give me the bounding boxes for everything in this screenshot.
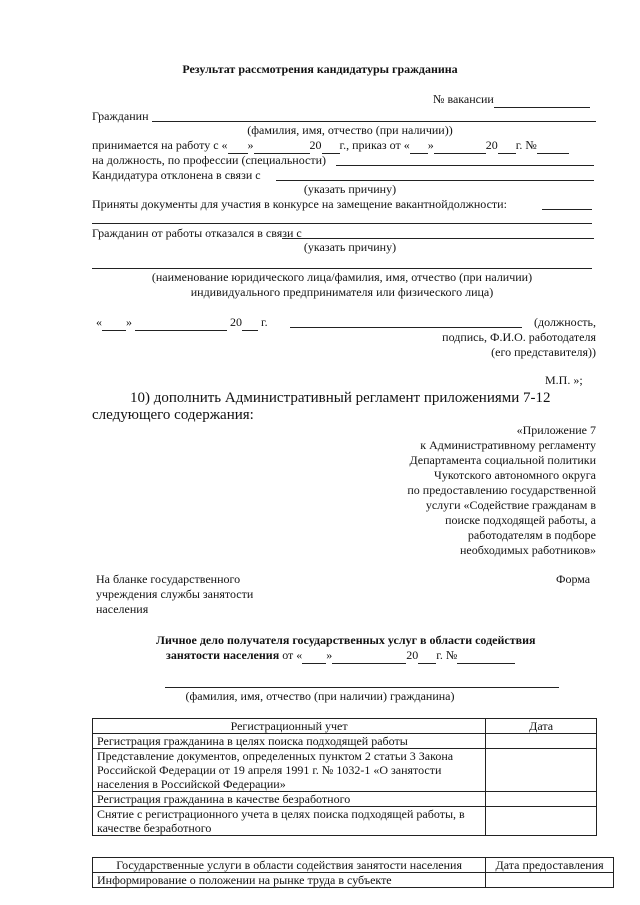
dossier-subtitle bbox=[166, 648, 515, 664]
dossier-title: Личное дело получателя государственных услуг в области содействия bbox=[156, 633, 536, 647]
year-prefix: 20 bbox=[230, 315, 242, 329]
docs-field[interactable] bbox=[542, 209, 592, 210]
table-header: Государственные услуги в области содействия занятости населения bbox=[93, 858, 486, 873]
quote-close: » bbox=[326, 648, 333, 662]
table-cell: Снятие с регистрационного учета в целях поиска подходящей работы, в качестве безработного bbox=[93, 807, 486, 836]
citizen-fio-field[interactable] bbox=[165, 687, 559, 688]
blank-line: На бланке государственного bbox=[96, 572, 241, 586]
sign-role-1: (должность, bbox=[534, 315, 596, 329]
rejected-label: Кандидатура отклонена в связи с bbox=[92, 168, 261, 182]
sign-day-field[interactable] bbox=[102, 315, 126, 331]
hired-line bbox=[92, 138, 569, 154]
sign-year-field[interactable] bbox=[242, 315, 258, 331]
appendix-line: Чукотского автономного округа bbox=[434, 468, 596, 482]
citizen-label: Гражданин bbox=[92, 109, 149, 123]
table-header: Дата bbox=[486, 719, 597, 734]
sign-role-2: подпись, Ф.И.О. работодателя bbox=[442, 330, 596, 344]
citizen-field[interactable] bbox=[152, 121, 596, 122]
employer-hint-1: (наименование юридического лица/фамилия, имя, отчество (при наличии) bbox=[151, 270, 533, 284]
reason-hint-2: (указать причину) bbox=[303, 240, 397, 254]
citizen-fio-hint: (фамилия, имя, отчество (при наличии) гражданина) bbox=[185, 689, 455, 703]
date-cell[interactable] bbox=[486, 873, 614, 888]
appendix-line: работодателям в подборе bbox=[467, 528, 596, 542]
order-month-field[interactable] bbox=[434, 138, 486, 154]
dossier-num-field[interactable] bbox=[457, 648, 515, 664]
dossier-from: от « bbox=[279, 648, 303, 662]
page-title: Результат рассмотрения кандидатуры гражданина bbox=[182, 62, 458, 76]
dossier-year-field[interactable] bbox=[418, 648, 436, 664]
year-prefix-2: 20 bbox=[485, 138, 498, 152]
dossier-subtitle-bold: занятости населения bbox=[166, 648, 280, 662]
table-cell: Регистрация гражданина в целях поиска подходящей работы bbox=[93, 734, 486, 749]
blank-line: учреждения службы занятости bbox=[96, 587, 254, 601]
hired-month-field[interactable] bbox=[254, 138, 310, 154]
quote-close: » bbox=[427, 138, 434, 152]
docs-label: Приняты документы для участия в конкурсе на замещение вакантнойдолжности: bbox=[92, 197, 507, 211]
order-text: г., приказ от « bbox=[339, 138, 410, 152]
hired-prefix: принимается на работу с « bbox=[92, 138, 228, 152]
hired-day-field[interactable] bbox=[228, 138, 248, 154]
appendix-line: услуги «Содействие гражданам в bbox=[425, 498, 596, 512]
table-row bbox=[93, 807, 597, 836]
appendix-line: необходимых работников» bbox=[459, 543, 596, 557]
sign-date bbox=[96, 315, 268, 331]
registration-table bbox=[92, 718, 597, 836]
position-label: на должность, по профессии (специальности) bbox=[92, 153, 326, 167]
employer-hint-2: индивидуального предпринимателя или физического лица) bbox=[190, 285, 494, 299]
table-cell: Регистрация гражданина в качестве безработного bbox=[93, 792, 486, 807]
rejected-field[interactable] bbox=[276, 180, 594, 181]
dossier-num-label: г. № bbox=[436, 648, 458, 662]
position-field[interactable] bbox=[336, 165, 594, 166]
refused-label: Гражданин от работы отказался в связи с bbox=[92, 226, 302, 240]
blank-line: населения bbox=[96, 602, 149, 616]
vacancy-label: № вакансии bbox=[433, 92, 494, 106]
table-row bbox=[93, 792, 597, 807]
table-row bbox=[93, 734, 597, 749]
table-header: Регистрационный учет bbox=[93, 719, 486, 734]
fio-hint: (фамилия, имя, отчество (при наличии)) bbox=[247, 123, 453, 137]
services-table bbox=[92, 857, 614, 888]
appendix-line: Департамента социальной политики bbox=[409, 453, 596, 467]
vacancy-field[interactable] bbox=[494, 92, 590, 108]
docs-line-2[interactable] bbox=[92, 223, 592, 224]
table-header-row bbox=[93, 719, 597, 734]
amend-line-2: следующего содержания: bbox=[92, 407, 254, 423]
sign-month-field[interactable] bbox=[135, 315, 227, 331]
quote-open: « bbox=[96, 315, 102, 329]
date-cell[interactable] bbox=[486, 792, 597, 807]
order-num-field[interactable] bbox=[537, 138, 569, 154]
refused-field[interactable] bbox=[282, 238, 594, 239]
employer-field[interactable] bbox=[92, 268, 592, 269]
form-label: Форма bbox=[556, 572, 591, 586]
date-cell[interactable] bbox=[486, 807, 597, 836]
appendix-line: к Административному регламенту bbox=[420, 438, 596, 452]
table-cell: Представление документов, определенных пунктом 2 статьи 3 Закона Российской Федерации от 19 апреля 1991 г. № 1032-1 «О занятости населения в Российской Федерации» bbox=[93, 749, 486, 792]
dossier-month-field[interactable] bbox=[332, 648, 406, 664]
stamp-place: М.П. »; bbox=[545, 373, 583, 387]
table-row bbox=[93, 749, 597, 792]
appendix-line: «Приложение 7 bbox=[516, 423, 596, 437]
order-day-field[interactable] bbox=[410, 138, 428, 154]
table-row bbox=[93, 873, 614, 888]
table-cell: Информирование о положении на рынке труда в субъекте bbox=[93, 873, 486, 888]
table-header: Дата предоставления bbox=[486, 858, 614, 873]
amend-line-1: 10) дополнить Административный регламент приложениями 7-12 bbox=[130, 390, 551, 406]
quote-close: » bbox=[126, 315, 132, 329]
appendix-line: по предоставлению государственной bbox=[407, 483, 596, 497]
year-prefix: 20 bbox=[406, 648, 419, 662]
order-num-label: г. № bbox=[515, 138, 537, 152]
quote-close: » bbox=[247, 138, 254, 152]
appendix-line: поиске подходящей работы, а bbox=[445, 513, 596, 527]
dossier-day-field[interactable] bbox=[302, 648, 326, 664]
order-year-field[interactable] bbox=[498, 138, 516, 154]
vacancy-number bbox=[433, 92, 590, 108]
hired-year-field[interactable] bbox=[322, 138, 340, 154]
table-header-row bbox=[93, 858, 614, 873]
year-suffix: г. bbox=[261, 315, 268, 329]
date-cell[interactable] bbox=[486, 734, 597, 749]
reason-hint: (указать причину) bbox=[303, 182, 397, 196]
date-cell[interactable] bbox=[486, 749, 597, 792]
year-prefix: 20 bbox=[309, 138, 322, 152]
sign-role-3: (его представителя)) bbox=[491, 345, 596, 359]
